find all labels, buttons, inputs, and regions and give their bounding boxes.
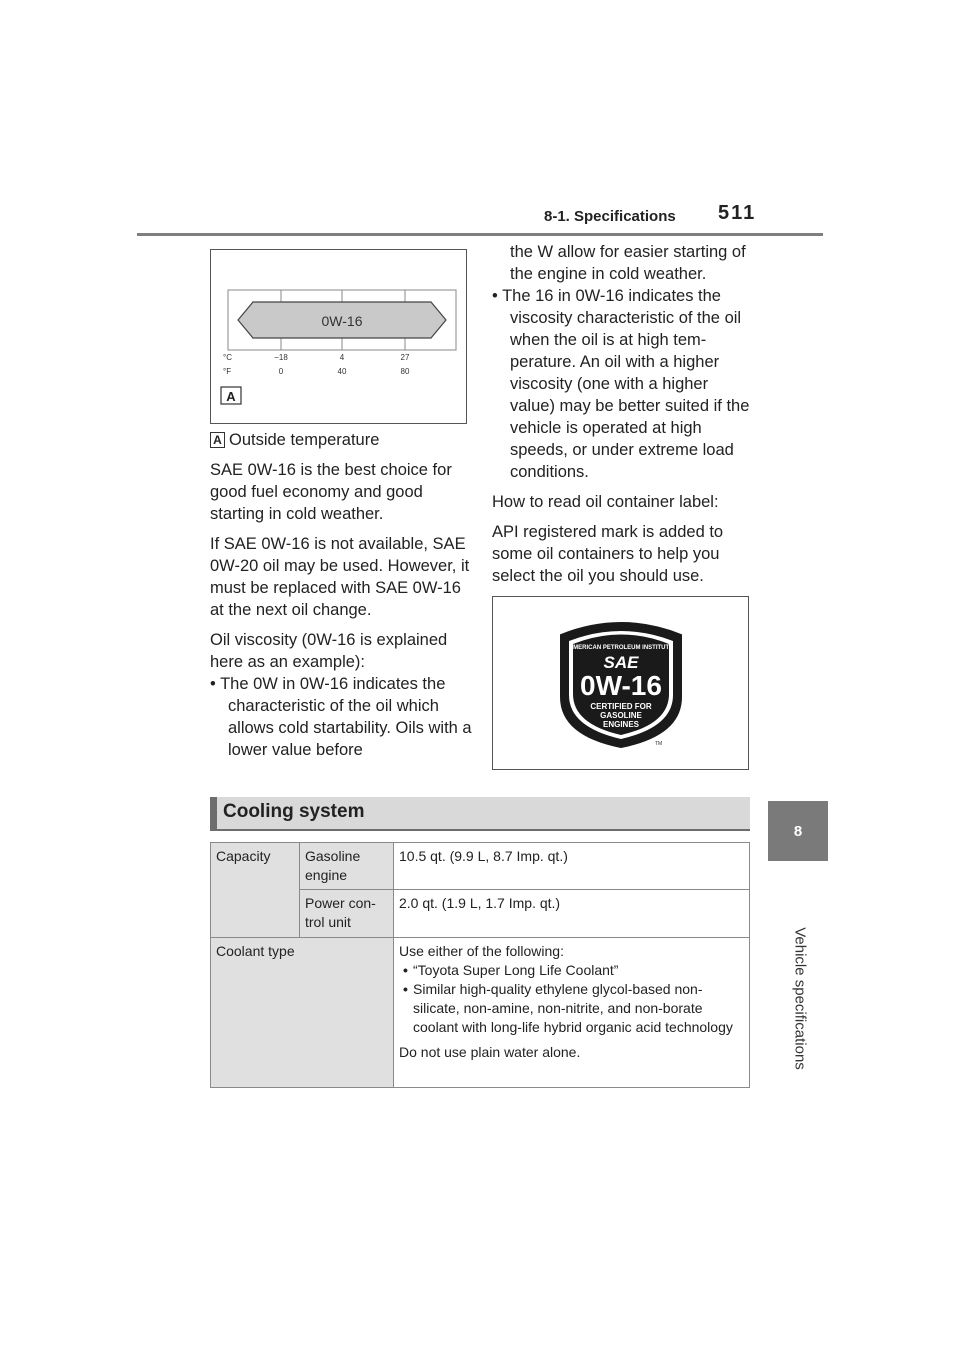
callout-letter: A: [226, 389, 236, 404]
list-item: • “Toyota Super Long Life Coolant”: [399, 961, 744, 980]
celsius-tick: 4: [339, 353, 345, 362]
fahrenheit-tick: 0: [278, 367, 284, 376]
coolant-note: Do not use plain water alone.: [399, 1044, 581, 1060]
gasoline-value: 10.5 qt. (9.9 L, 8.7 Imp. qt.): [394, 843, 750, 890]
fahrenheit-unit: °F: [223, 367, 232, 376]
fahrenheit-tick: 80: [400, 367, 410, 376]
paragraph: SAE 0W-16 is the best choice for good fuel economy and good starting in cold weather.: [210, 461, 452, 523]
api-mark-figure: [492, 596, 749, 770]
header-rule: [137, 233, 823, 236]
callout-legend: [210, 429, 472, 451]
viscosity-diagram: [211, 250, 466, 423]
api-line2: GASOLINE: [600, 711, 642, 720]
api-tm: TM: [655, 741, 663, 747]
api-grade-text: 0W-16: [580, 670, 662, 701]
left-column: [210, 429, 472, 761]
paragraph: How to read oil container label:: [492, 493, 719, 511]
chapter-tab: 8: [768, 801, 828, 861]
api-top-text: AMERICAN PETROLEUM INSTITUTE: [568, 645, 674, 651]
bullet-continuation: the W allow for easier starting of the engine in cold weather.: [510, 243, 746, 283]
celsius-tick: 27: [400, 353, 410, 362]
pcu-label: Power con-trol unit: [300, 890, 394, 938]
bullet-item: • The 0W in 0W-16 indicates the characteristic of the oil which allows cold startability. Oils with a lower value before: [210, 675, 472, 759]
table-row: [211, 843, 750, 890]
celsius-unit: °C: [223, 353, 232, 362]
paragraph: API registered mark is added to some oil containers to help you select the oil you should use.: [492, 523, 724, 585]
paragraph: Oil viscosity (0W-16 is explained here as an example):: [210, 631, 448, 671]
viscosity-figure: [210, 249, 467, 424]
coolant-intro: Use either of the following:: [399, 943, 564, 959]
api-line3: ENGINES: [602, 720, 640, 729]
section-heading: [210, 797, 750, 831]
section-title: 8-1. Specifications: [544, 208, 676, 225]
chapter-label: Vehicle specifications: [791, 927, 809, 1070]
gasoline-label: Gasoline engine: [300, 843, 394, 890]
grade-label: 0W-16: [321, 313, 363, 329]
paragraph: If SAE 0W-16 is not available, SAE 0W-20 oil may be used. However, it must be replaced with SAE 0W-16 at the next oil change.: [210, 535, 470, 619]
cooling-spec-table: [210, 842, 750, 1088]
list-item: • Similar high-quality ethylene glycol-based non-silicate, non-amine, non-nitrite, and non-borate coolant with long-life hybrid organic acid technology: [399, 980, 744, 1037]
api-line1: CERTIFIED FOR: [590, 702, 652, 711]
coolant-list: [399, 961, 744, 1037]
table-row: [211, 938, 750, 1088]
page-number: 511: [718, 202, 757, 224]
coolant-label: Coolant type: [211, 938, 394, 1088]
api-donut-mark: [493, 597, 748, 769]
section-heading-text: Cooling system: [223, 801, 365, 822]
coolant-value: [394, 938, 750, 1088]
bullet-item: • The 16 in 0W-16 indicates the viscosity characteristic of the oil when the oil is at high tem-perature. An oil with a higher viscosity (one with a higher value) may be better suited if the vehicle is operated at high speeds, or under extreme load conditions.: [492, 287, 750, 481]
celsius-tick: −18: [274, 353, 288, 362]
pcu-value: 2.0 qt. (1.9 L, 1.7 Imp. qt.): [394, 890, 750, 938]
callout-legend-letter: A: [210, 432, 225, 448]
fahrenheit-tick: 40: [337, 367, 347, 376]
api-sae-text: SAE: [603, 653, 639, 672]
capacity-label: Capacity: [211, 843, 300, 938]
right-column: [492, 241, 754, 595]
callout-legend-text: Outside temperature: [229, 431, 380, 449]
